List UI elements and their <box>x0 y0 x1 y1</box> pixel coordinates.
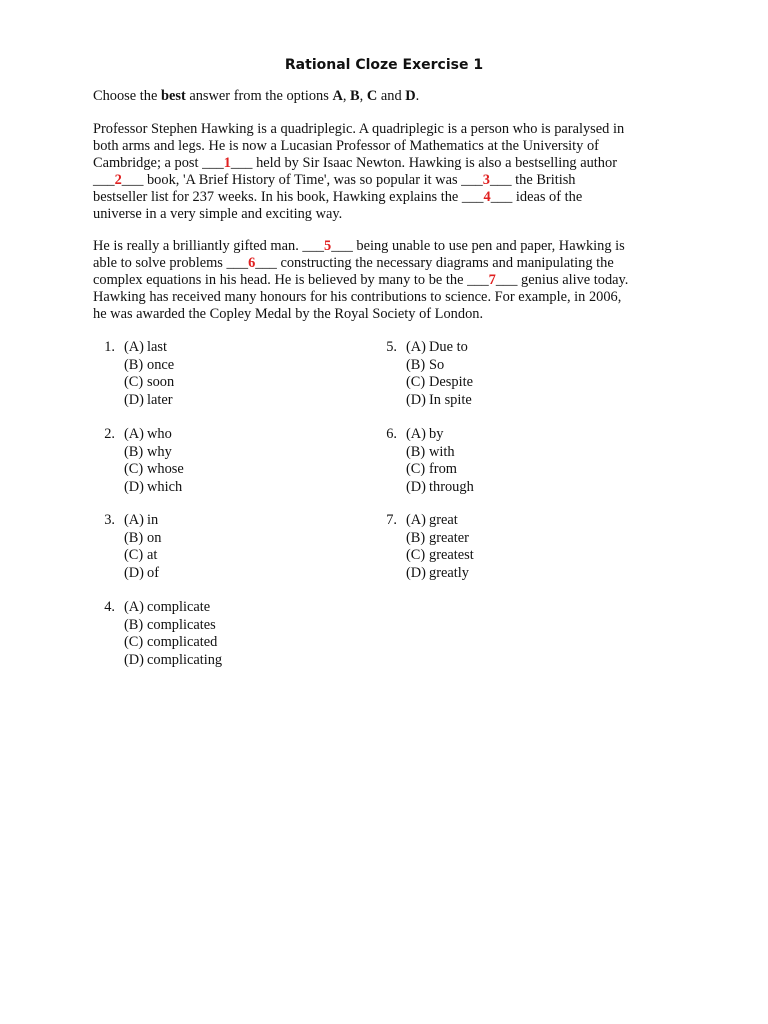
option-letter: (A) <box>406 339 426 355</box>
option-text: complicates <box>147 616 216 633</box>
option-letter-b: B <box>350 88 360 104</box>
option-letter-d: D <box>405 88 416 104</box>
option-letter: (C) <box>124 547 144 563</box>
passage-line <box>93 255 683 272</box>
option-text: greatly <box>429 564 469 581</box>
blank-number-2: 2 <box>114 172 122 188</box>
option-text: complicate <box>147 599 211 615</box>
option-list <box>406 426 474 496</box>
passage-text: Cambridge; a post ___ <box>93 155 224 171</box>
option-c <box>406 374 473 392</box>
option-list <box>124 599 222 669</box>
option-list <box>124 426 184 496</box>
option-letter: (A) <box>406 426 426 442</box>
option-letter: (B) <box>124 529 144 546</box>
page-title: Rational Cloze Exercise 1 <box>284 57 484 73</box>
option-b <box>124 444 184 462</box>
question-number: 1. <box>104 339 115 355</box>
option-list <box>124 339 174 409</box>
option-text: later <box>147 391 173 408</box>
option-d <box>406 392 473 410</box>
option-text: through <box>429 478 474 495</box>
question-number: 6. <box>386 426 397 442</box>
option-a <box>124 339 174 357</box>
option-text: with <box>429 443 455 460</box>
option-b <box>406 357 473 375</box>
passage-line <box>93 238 683 255</box>
blank-number-7: 7 <box>488 272 496 288</box>
passage-text: ___ constructing the necessary diagrams and manipulating the <box>255 255 614 271</box>
option-text: greatest <box>429 547 474 563</box>
blank-number-3: 3 <box>482 172 490 188</box>
instructions-separator: . <box>415 88 420 104</box>
instructions-text: answer from the options <box>185 88 333 104</box>
option-a <box>406 339 473 357</box>
option-text: by <box>429 426 444 442</box>
option-letter: (C) <box>406 547 426 563</box>
passage-text: complex equations in his head. He is believed by many to be the ___ <box>93 272 489 288</box>
instructions <box>93 88 683 105</box>
passage-text: able to solve problems ___ <box>93 255 249 271</box>
option-text: Despite <box>429 374 473 390</box>
option-letter: (D) <box>124 651 144 668</box>
question-number: 4. <box>104 599 115 615</box>
option-text: greater <box>429 529 469 546</box>
option-b <box>124 617 222 635</box>
blank-number-4: 4 <box>483 189 491 205</box>
option-b <box>124 357 174 375</box>
passage-text: bestseller list for 237 weeks. In his book, Hawking explains the ___ <box>93 189 484 205</box>
instructions-separator: , <box>342 88 351 104</box>
option-letter: (C) <box>406 461 426 477</box>
option-text: who <box>147 426 172 442</box>
option-text: great <box>429 512 458 528</box>
option-c <box>406 547 474 565</box>
option-b <box>124 530 161 548</box>
passage-text: ___ genius alive today. <box>495 272 629 288</box>
passage-text: ___ ideas of the <box>490 189 583 205</box>
option-letter: (B) <box>406 356 426 373</box>
option-letter: (D) <box>406 391 426 408</box>
passage-text: ___ the British <box>489 172 576 188</box>
passage-line <box>93 189 683 206</box>
option-a <box>406 426 474 444</box>
option-letter: (C) <box>124 634 144 650</box>
option-letter-c: C <box>366 88 378 104</box>
option-letter: (A) <box>406 512 426 528</box>
option-d <box>406 565 474 583</box>
instructions-separator: , <box>359 88 367 104</box>
passage-text: ___ book, 'A Brief History of Time', was so popular it was ___ <box>121 172 483 188</box>
option-list <box>406 339 473 409</box>
question-number: 3. <box>104 512 115 528</box>
blank-number-5: 5 <box>324 238 332 254</box>
option-text: complicated <box>147 634 218 650</box>
passage-line: both arms and legs. He is now a Lucasian Professor of Mathematics at the University of <box>93 138 599 154</box>
passage-paragraph-2 <box>93 238 683 323</box>
option-text: at <box>147 547 158 563</box>
option-text: whose <box>147 461 184 477</box>
option-letter: (A) <box>124 339 144 355</box>
option-list <box>124 512 161 582</box>
option-a <box>406 512 474 530</box>
option-c <box>406 461 474 479</box>
option-c <box>124 634 222 652</box>
option-b <box>406 444 474 462</box>
option-letter: (D) <box>124 478 144 495</box>
option-list <box>406 512 474 582</box>
option-letter: (A) <box>124 599 144 615</box>
option-d <box>124 392 174 410</box>
option-c <box>124 374 174 392</box>
instructions-separator: and <box>377 88 406 104</box>
option-letter: (C) <box>124 461 144 477</box>
option-letter: (B) <box>406 443 426 460</box>
option-letter: (A) <box>124 426 144 442</box>
option-d <box>406 479 474 497</box>
option-d <box>124 565 161 583</box>
option-a <box>124 426 184 444</box>
option-text: So <box>429 356 445 373</box>
option-letter: (B) <box>124 356 144 373</box>
option-letter: (D) <box>124 391 144 408</box>
option-text: of <box>147 564 159 581</box>
passage-text: ___ held by Sir Isaac Newton. Hawking is also a bestselling author <box>230 155 617 171</box>
blank-number-6: 6 <box>248 255 256 271</box>
passage-line <box>93 155 683 172</box>
passage-line: he was awarded the Copley Medal by the Royal Society of London. <box>93 306 484 322</box>
option-b <box>406 530 474 548</box>
option-letter: (B) <box>124 616 144 633</box>
option-a <box>124 512 161 530</box>
question-number: 2. <box>104 426 115 442</box>
option-letter: (C) <box>406 374 426 390</box>
instructions-emphasis: best <box>160 88 186 104</box>
option-text: why <box>147 443 172 460</box>
option-letter: (A) <box>124 512 144 528</box>
option-d <box>124 652 222 670</box>
option-text: last <box>147 339 167 355</box>
passage-paragraph-1 <box>93 121 683 223</box>
passage-text: ___ <box>93 172 115 188</box>
option-c <box>124 547 161 565</box>
option-letter: (B) <box>124 443 144 460</box>
option-letter: (D) <box>406 478 426 495</box>
passage-line <box>93 172 683 189</box>
option-text: on <box>147 529 162 546</box>
passage-line: universe in a very simple and exciting way. <box>93 206 343 222</box>
option-letter: (C) <box>124 374 144 390</box>
passage-line: Professor Stephen Hawking is a quadriplegic. A quadriplegic is a person who is paralysed in <box>93 121 625 137</box>
passage-line: Hawking has received many honours for his contributions to science. For example, in 2006, <box>93 289 622 305</box>
option-text: complicating <box>147 651 223 668</box>
option-a <box>124 599 222 617</box>
question-number: 5. <box>386 339 397 355</box>
option-text: in <box>147 512 159 528</box>
passage-line <box>93 272 683 289</box>
option-letter: (B) <box>406 529 426 546</box>
option-text: once <box>147 356 175 373</box>
option-d <box>124 479 184 497</box>
option-text: Due to <box>429 339 468 355</box>
option-letter-a: A <box>332 88 343 104</box>
question-number: 7. <box>386 512 397 528</box>
option-text: from <box>429 461 457 477</box>
option-letter: (D) <box>406 564 426 581</box>
option-text: soon <box>147 374 175 390</box>
option-text: which <box>147 478 183 495</box>
passage-text: ___ being unable to use pen and paper, Hawking is <box>331 238 625 254</box>
passage-text: He is really a brilliantly gifted man. ___ <box>93 238 324 254</box>
instructions-text: Choose the <box>93 88 161 104</box>
option-letter: (D) <box>124 564 144 581</box>
blank-number-1: 1 <box>223 155 231 171</box>
option-text: In spite <box>429 391 472 408</box>
option-c <box>124 461 184 479</box>
